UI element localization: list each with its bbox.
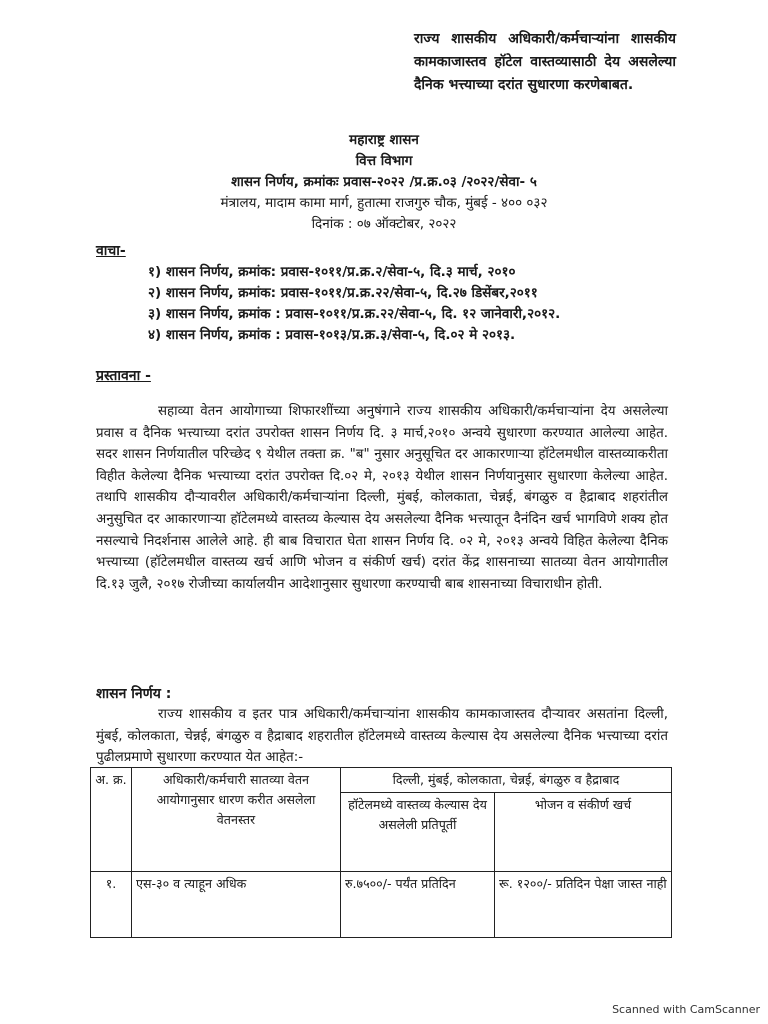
gr-date: दिनांक : ०७ ऑक्टोबर, २०२२ bbox=[311, 216, 457, 232]
row-serial: १. bbox=[91, 872, 132, 938]
read-label: वाचा- bbox=[96, 243, 126, 259]
reference-item: ३) शासन निर्णय, क्रमांक : प्रवास-१०११/प्र.क्र.२२/सेवा-५, दि. १२ जानेवारी,२०१२. bbox=[148, 306, 561, 322]
reference-item: १) शासन निर्णय, क्रमांक: प्रवास-१०११/प्र.क्र.२/सेवा-५, दि.३ मार्च, २०१० bbox=[148, 264, 516, 280]
row-food-rate: रू. १२००/- प्रतिदिन पेक्षा जास्त नाही bbox=[495, 872, 672, 938]
preamble-heading: प्रस्तावना - bbox=[96, 368, 151, 384]
reference-item: २) शासन निर्णय, क्रमांक: प्रवास-१०११/प्र.क्र.२२/सेवा-५, दि.२७ डिसेंबर,२०११ bbox=[148, 285, 538, 301]
decision-heading: शासन निर्णय : bbox=[96, 686, 172, 702]
decision-paragraph: राज्य शासकीय व इतर पात्र अधिकारी/कर्मचाऱ्यांना शासकीय कामकाजास्तव दौऱ्यावर असतांना दिल्ली, मुंबई, कोलकाता, चेन्नई, बंगळुरु व हैद्राबाद शहरातील हॉटेलमध्ये वास्तव्य केल्यास देय असलेल्या दैनिक भत्त्याच्या दरांत पुढीलप्रमाणे सुधारणा करण्यात येत आहेत:- bbox=[96, 707, 668, 766]
reference-list bbox=[148, 262, 560, 346]
header-pay-level: अधिकारी/कर्मचारी सातव्या वेतन आयोगानुसार धारण करीत असलेला वेतनस्तर bbox=[132, 768, 341, 872]
table-header-row bbox=[91, 768, 672, 793]
document-subject: राज्य शासकीय अधिकारी/कर्मचाऱ्यांना शासकीय कामकाजास्तव हॉटेल वास्तव्यासाठी देय असलेल्या दैनिक भत्त्याच्या दरांत सुधारणा करणेबाबत. bbox=[414, 31, 676, 93]
department-name: वित्त विभाग bbox=[355, 153, 413, 169]
scanner-watermark: Scanned with CamScanner bbox=[612, 1003, 760, 1016]
table-row bbox=[91, 872, 672, 938]
preamble-paragraph: सहाव्या वेतन आयोगाच्या शिफारशींच्या अनुषंगाने राज्य शासकीय अधिकारी/कर्मचाऱ्यांना देय असलेल्या प्रवास व दैनिक भत्त्याच्या दरांत उपरोक्त शासन निर्णय दि. ३ मार्च,२०१० अन्वये सुधारणा करण्यात आलेल्या आहेत. सदर शासन निर्णयातील परिच्छेद ९ येथील तक्ता क्र. "ब" नुसार अनुसूचित दर आकारणाऱ्या हॉटेलमधील वास्तव्याकरीता विहीत केलेल्या दैनिक भत्त्याच्या दरांत उपरोक्त दि.०२ मे, २०१३ येथील शासन निर्णयानुसार सुधारणा केलेल्या आहेत. तथापि शासकीय दौऱ्यावरील अधिकारी/कर्मचाऱ्यांना दिल्ली, मुंबई, कोलकाता, चेन्नई, बंगळुरु व हैद्राबाद शहरांतील अनुसुचित दर आकारणाऱ्या हॉटेलमध्ये वास्तव्य केल्यास देय असलेल्या दैनिक भत्त्यातून दैनंदिन खर्च भागविणे शक्य होत नसल्याचे निदर्शनास आलेले आहे. ही बाब विचारात घेता शासन निर्णय दि. ०२ मे, २०१३ अन्वये विहित केलेल्या दैनिक भत्त्याच्या (हॉटेलमधील वास्तव्य खर्च आणि भोजन व संकीर्ण खर्च) दरांत केंद्र शासनाच्या सातव्या वेतन आयोगातील दि.१३ जुलै, २०१७ रोजीच्या कार्यालयीन आदेशानुसार सुधारणा करण्याची बाब शासनाच्या विचाराधीन होती. bbox=[96, 404, 668, 592]
row-pay-level: एस-३० व त्याहून अधिक bbox=[132, 872, 341, 938]
allowance-rate-table bbox=[90, 767, 672, 938]
header-cities: दिल्ली, मुंबई, कोलकाता, चेन्नई, बंगळुरु व हैद्राबाद bbox=[341, 768, 672, 793]
reference-item: ४) शासन निर्णय, क्रमांक : प्रवास-१०१३/प्र.क्र.३/सेवा-५, दि.०२ मे २०१३. bbox=[148, 327, 516, 343]
ministry-address: मंत्रालय, मादाम कामा मार्ग, हुतात्मा राजगुरु चौक, मुंबई - ४०० ०३२ bbox=[220, 195, 548, 211]
header-serial: अ. क्र. bbox=[91, 768, 132, 872]
header-food-misc: भोजन व संकीर्ण खर्च bbox=[495, 793, 672, 872]
header-hotel-reimbursement: हॉटेलमध्ये वास्तव्य केल्यास देय असलेली प्रतिपूर्ती bbox=[341, 793, 495, 872]
gr-number: शासन निर्णय, क्रमांकः प्रवास-२०२२ /प्र.क्र.०३ /२०२२/सेवा- ५ bbox=[231, 174, 537, 190]
row-hotel-rate: रु.७५००/- पर्यंत प्रतिदिन bbox=[341, 872, 495, 938]
government-name: महाराष्ट्र शासन bbox=[349, 132, 419, 148]
